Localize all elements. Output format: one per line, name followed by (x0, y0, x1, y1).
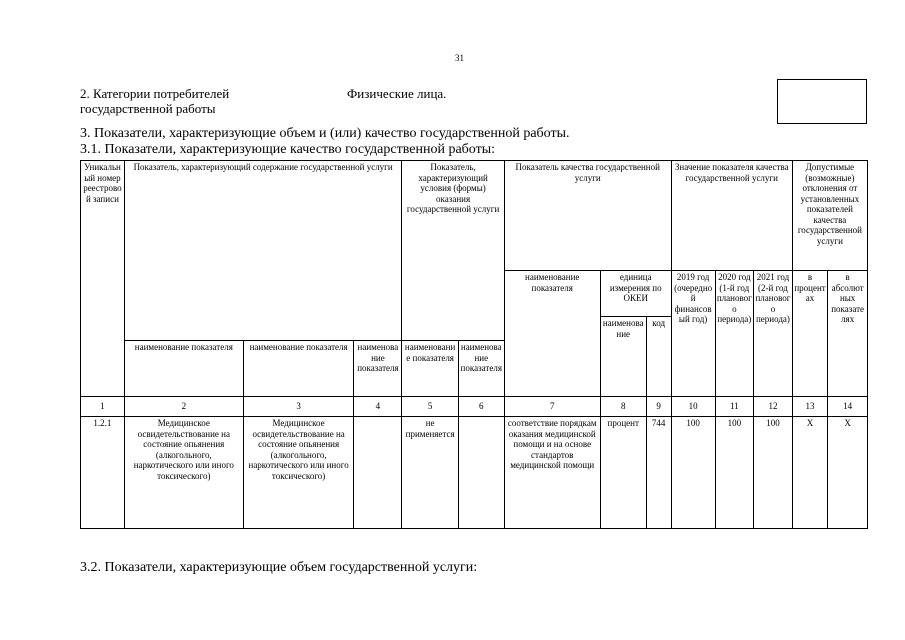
header-unit-okei: единица измерения по ОКЕИ (600, 271, 671, 317)
section-3-heading: 3. Показатели, характеризующие объем и (или) качество государственной работы. (80, 126, 570, 141)
consumer-category-label: 2. Категории потребителей (80, 86, 230, 101)
quality-indicators-table (80, 160, 868, 529)
column-number: 7 (504, 397, 600, 417)
cell-unit-name: процент (600, 417, 646, 529)
column-number: 12 (754, 397, 793, 417)
cell-deviation-absolute: Х (828, 417, 868, 529)
header-deviation-absolute: в абсолютных показателях (828, 271, 868, 397)
column-number: 10 (671, 397, 715, 417)
header-year-2020: 2020 год (1-й год планового периода) (715, 271, 754, 397)
column-number: 14 (828, 397, 868, 417)
subheader-condition-name-2: наименование показателя (458, 341, 504, 397)
header-deviation-percent: в процентах (792, 271, 827, 397)
subheader-content-name-2: наименование показателя (243, 341, 354, 397)
page-number: 31 (455, 53, 464, 63)
consumer-category-label-line2: государственной работы (80, 101, 216, 116)
cell-content-3 (354, 417, 402, 529)
cell-unit-code: 744 (646, 417, 671, 529)
cell-value-2019: 100 (671, 417, 715, 529)
header-unit-name: наименование (600, 317, 646, 397)
cell-value-2021: 100 (754, 417, 793, 529)
registry-code-box (777, 79, 867, 124)
column-number: 13 (792, 397, 827, 417)
column-number: 5 (402, 397, 458, 417)
header-unique-number: Уникальный номер реестровой записи (81, 161, 125, 397)
column-number: 3 (243, 397, 354, 417)
header-quality-indicator-name: наименование показателя (504, 271, 600, 397)
column-number: 6 (458, 397, 504, 417)
cell-registry-code: 1.2.1 (81, 417, 125, 529)
section-3-1-heading: 3.1. Показатели, характеризующие качество государственной работы: (80, 142, 496, 157)
header-allowed-deviation: Допустимые (возможные) отклонения от установленных показателей качества государственной услуги (792, 161, 867, 271)
header-quality-indicator: Показатель качества государственной услуги (504, 161, 671, 271)
table-row (81, 417, 868, 529)
subheader-content-name-1: наименование показателя (124, 341, 243, 397)
column-number: 4 (354, 397, 402, 417)
subheader-content-name-3: наименование показателя (354, 341, 402, 397)
cell-value-2020: 100 (715, 417, 754, 529)
column-number: 2 (124, 397, 243, 417)
section-3-2-heading: 3.2. Показатели, характеризующие объем государственной услуги: (80, 560, 478, 575)
subheader-condition-name-1: наименование показателя (402, 341, 458, 397)
cell-condition-2 (458, 417, 504, 529)
column-number: 11 (715, 397, 754, 417)
column-number: 1 (81, 397, 125, 417)
header-quality-value: Значение показателя качества государственной услуги (671, 161, 792, 271)
cell-content-1: Медицинское освидетельствование на состояние опьянения (алкогольного, наркотического или иного токсического) (124, 417, 243, 529)
column-number: 9 (646, 397, 671, 417)
header-unit-code: код (646, 317, 671, 397)
cell-condition-1: не применяется (402, 417, 458, 529)
header-condition-indicator: Показатель, характеризующий условия (формы) оказания государственной услуги (402, 161, 504, 341)
header-year-2021: 2021 год (2-й год планового периода) (754, 271, 793, 397)
cell-content-2: Медицинское освидетельствование на состояние опьянения (алкогольного, наркотического или иного токсического) (243, 417, 354, 529)
header-year-2019: 2019 год (очередной финансовый год) (671, 271, 715, 397)
header-content-indicator: Показатель, характеризующий содержание государственной услуги (124, 161, 402, 341)
consumer-category-value: Физические лица. (347, 86, 447, 101)
cell-deviation-percent: Х (792, 417, 827, 529)
cell-quality-name: соответствие порядкам оказания медицинской помощи и на основе стандартов медицинской помощи (504, 417, 600, 529)
column-number: 8 (600, 397, 646, 417)
